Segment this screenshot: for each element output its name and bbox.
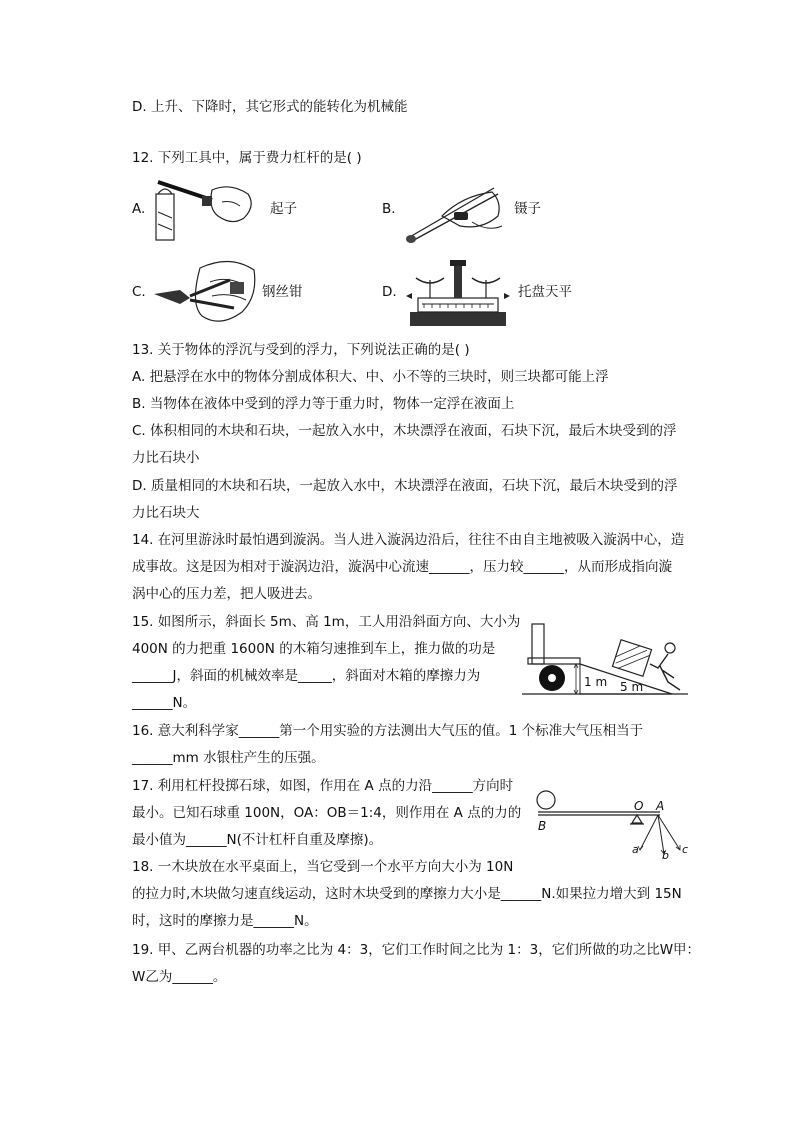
q13-option-d-line1: D. 质量相同的木块和石块，一起放入水中，木块漂浮在液面，石块下沉，最后木块受到的浮 bbox=[132, 478, 678, 494]
q15-line3: ______J，斜面的机械效率是_____，斜面对木箱的摩擦力为 bbox=[132, 668, 481, 684]
balance-scale-figure bbox=[404, 258, 512, 330]
q16-line2: ______mm 水银柱产生的压强。 bbox=[132, 750, 325, 766]
q17-line3: 最小值为______N(不计杠杆自重及摩擦)。 bbox=[132, 832, 383, 848]
q12-option-d-letter: D. bbox=[382, 284, 397, 300]
lever-label-a: A bbox=[656, 799, 665, 813]
q18-line3: 时，这时的摩擦力是______N。 bbox=[132, 913, 318, 929]
q13-option-d-line2: 力比石块大 bbox=[132, 505, 200, 521]
q16-line1: 16. 意大利科学家______第一个用实验的方法测出大气压的值。1 个标准大气压相当于 bbox=[132, 723, 644, 739]
q12-option-d-label: 托盘天平 bbox=[518, 284, 572, 300]
q15-line2: 400N 的力把重 1600N 的木箱匀速推到车上，推力做的功是 bbox=[132, 641, 496, 657]
incline-length-label: 5 m bbox=[620, 680, 644, 694]
lever-label-b: B bbox=[538, 819, 547, 833]
q12-option-c-letter: C. bbox=[132, 284, 146, 300]
q12-option-c-label: 钢丝钳 bbox=[262, 284, 303, 300]
lever-label-o: O bbox=[634, 799, 644, 813]
q13-option-c-line2: 力比石块小 bbox=[132, 450, 200, 466]
q17-line2: 最小。已知石球重 100N，OA：OB＝1:4，则作用在 A 点的力的 bbox=[132, 805, 522, 821]
q13-option-a: A. 把悬浮在水中的物体分割成体积大、中、小不等的三块时，则三块都可能上浮 bbox=[132, 369, 609, 385]
q14-line2: 成事故。这是因为相对于漩涡边沿，漩涡中心流速______，压力较______，从而形成指向漩 bbox=[132, 559, 672, 575]
q19-line2: W乙为______。 bbox=[132, 969, 227, 985]
q12-stem: 12. 下列工具中，属于费力杠杆的是( ) bbox=[132, 150, 362, 166]
lever-ray-c: c bbox=[682, 843, 689, 856]
q15-line4: ______N。 bbox=[132, 695, 197, 711]
bottle-opener-figure bbox=[152, 172, 264, 244]
q13-stem: 13. 关于物体的浮沉与受到的浮力，下列说法正确的是( ) bbox=[132, 342, 470, 358]
q18-line2: 的拉力时,木块做匀速直线运动，这时木块受到的摩擦力大小是______N.如果拉力增大到 15N bbox=[132, 886, 682, 902]
tweezers-figure bbox=[402, 176, 506, 246]
q15-line1: 15. 如图所示，斜面长 5m、高 1m，工人用沿斜面方向、大小为 bbox=[132, 614, 521, 630]
pliers-figure bbox=[150, 252, 260, 332]
q12-option-b-label: 镊子 bbox=[514, 201, 541, 217]
q13-option-b: B. 当物体在液体中受到的浮力等于重力时，物体一定浮在液面上 bbox=[132, 396, 515, 412]
lever-ray-a: a bbox=[632, 843, 639, 856]
lever-ray-b: b bbox=[662, 849, 669, 862]
q12-option-b-letter: B. bbox=[382, 201, 396, 217]
q13-option-c-line1: C. 体积相同的木块和石块，一起放入水中，木块漂浮在液面，石块下沉，最后木块受到的浮 bbox=[132, 423, 677, 439]
q12-option-a-label: 起子 bbox=[270, 201, 297, 217]
q11-option-d: D. 上升、下降时，其它形式的能转化为机械能 bbox=[132, 99, 408, 115]
incline-height-label: 1 m bbox=[584, 675, 608, 689]
q19-line1: 19. 甲、乙两台机器的功率之比为 4：3，它们工作时间之比为 1：3，它们所做的功之比W甲： bbox=[132, 942, 701, 958]
q17-line1: 17. 利用杠杆投掷石球，如图，作用在 A 点的力沿______方向时 bbox=[132, 778, 514, 794]
q14-line3: 涡中心的压力差，把人吸进去。 bbox=[132, 586, 321, 602]
lever-figure bbox=[530, 784, 700, 864]
q14-line1: 14. 在河里游泳时最怕遇到漩涡。当人进入漩涡边沿后，往往不由自主地被吸入漩涡中心，造 bbox=[132, 532, 685, 548]
q18-line1: 18. 一木块放在水平桌面上，当它受到一个水平方向大小为 10N bbox=[132, 859, 514, 875]
q12-option-a-letter: A. bbox=[132, 201, 146, 217]
